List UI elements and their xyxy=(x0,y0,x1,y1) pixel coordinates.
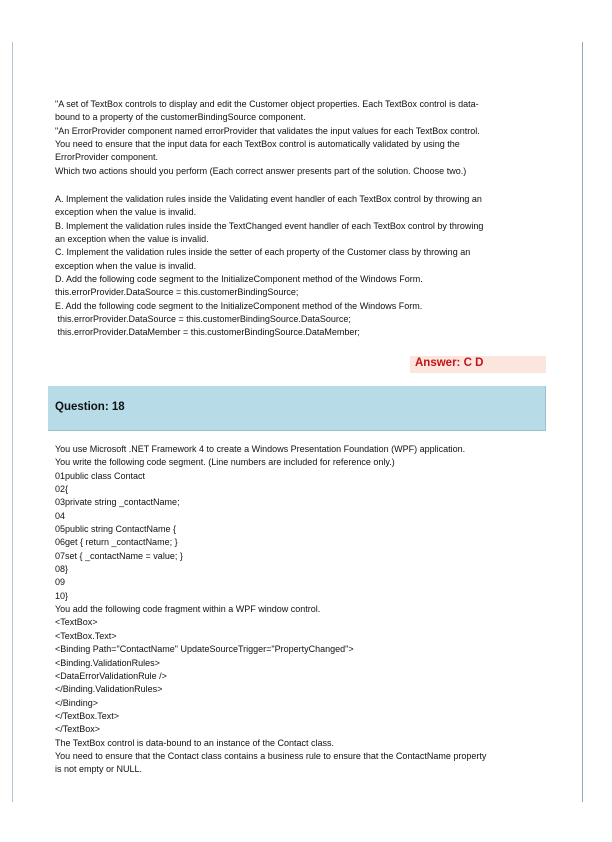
page-border-left xyxy=(12,42,13,802)
text-line: bound to a property of the customerBindingSource component. xyxy=(55,112,306,123)
text-line: <Binding.ValidationRules> xyxy=(55,657,160,668)
text-line: exception when the value is invalid. xyxy=(55,260,197,271)
text-line: 04 xyxy=(55,510,66,521)
text-line: 09 xyxy=(55,577,66,588)
text-line: <DataErrorValidationRule /> xyxy=(55,670,167,681)
text-line: this.errorProvider.DataSource = this.customerBindingSource; xyxy=(55,287,299,298)
text-line: B. Implement the validation rules inside the TextChanged event handler of each TextBox control by throwing xyxy=(55,220,484,231)
text-line: C. Implement the validation rules inside the setter of each property of the Customer class by throwing an xyxy=(55,247,471,258)
text-line: </Binding.ValidationRules> xyxy=(55,684,163,695)
text-line: You need to ensure that the input data for each TextBox control is automatically validated by using the xyxy=(55,139,460,150)
text-line: You use Microsoft .NET Framework 4 to create a Windows Presentation Foundation (WPF) application. xyxy=(55,444,466,454)
text-line: E. Add the following code segment to the InitializeComponent method of the Windows Form. xyxy=(55,300,423,311)
text-line: <TextBox> xyxy=(55,617,98,628)
text-line: 07set { _contactName = value; } xyxy=(55,550,183,561)
text-line: "A set of TextBox controls to display and edit the Customer object properties. Each TextBox control is data- xyxy=(55,99,479,109)
text-line: exception when the value is invalid. xyxy=(55,207,197,218)
page-border-right xyxy=(582,42,583,802)
text-line: 03private string _contactName; xyxy=(55,497,180,508)
answer-box xyxy=(410,356,546,373)
text-line: is not empty or NULL. xyxy=(55,764,143,775)
text-line: 02{ xyxy=(55,484,69,495)
question-title: Question: 18 xyxy=(55,401,125,413)
text-line: this.errorProvider.DataSource = this.customerBindingSource.DataSource; xyxy=(55,314,351,325)
text-line: Which two actions should you perform (Each correct answer presents part of the solution. Choose two.) xyxy=(55,165,467,176)
text-line: You write the following code segment. (Line numbers are included for reference only.) xyxy=(55,457,395,468)
text-line: 08} xyxy=(55,564,69,575)
text-line: <TextBox.Text> xyxy=(55,630,117,641)
text-line: </TextBox.Text> xyxy=(55,710,120,721)
question-body xyxy=(55,443,555,777)
prev-question-options xyxy=(55,193,555,340)
text-line: 06get { return _contactName; } xyxy=(55,537,178,548)
text-line: ErrorProvider component. xyxy=(55,152,159,163)
text-line: D. Add the following code segment to the InitializeComponent method of the Windows Form. xyxy=(55,274,423,285)
prev-question-stem xyxy=(55,98,555,178)
text-line: 01public class Contact xyxy=(55,470,146,481)
text-line: </Binding> xyxy=(55,697,99,708)
text-line: 05public string ContactName { xyxy=(55,524,177,535)
text-line: You need to ensure that the Contact class contains a business rule to ensure that the ContactName property xyxy=(55,750,487,761)
text-line: "An ErrorProvider component named errorProvider that validates the input values for each TextBox control. xyxy=(55,125,480,136)
answer-text: Answer: C D xyxy=(415,357,484,369)
text-line: </TextBox> xyxy=(55,724,101,735)
text-line: You add the following code fragment within a WPF window control. xyxy=(55,604,321,615)
text-line: <Binding Path="ContactName" UpdateSourceTrigger="PropertyChanged"> xyxy=(55,644,354,655)
question-header xyxy=(48,386,546,431)
text-line: this.errorProvider.DataMember = this.customerBindingSource.DataMember; xyxy=(55,327,360,338)
text-line: 10} xyxy=(55,590,69,601)
text-line: A. Implement the validation rules inside the Validating event handler of each TextBox control by throwing an xyxy=(55,194,482,204)
text-line: The TextBox control is data-bound to an instance of the Contact class. xyxy=(55,737,334,748)
text-line: an exception when the value is invalid. xyxy=(55,234,209,245)
